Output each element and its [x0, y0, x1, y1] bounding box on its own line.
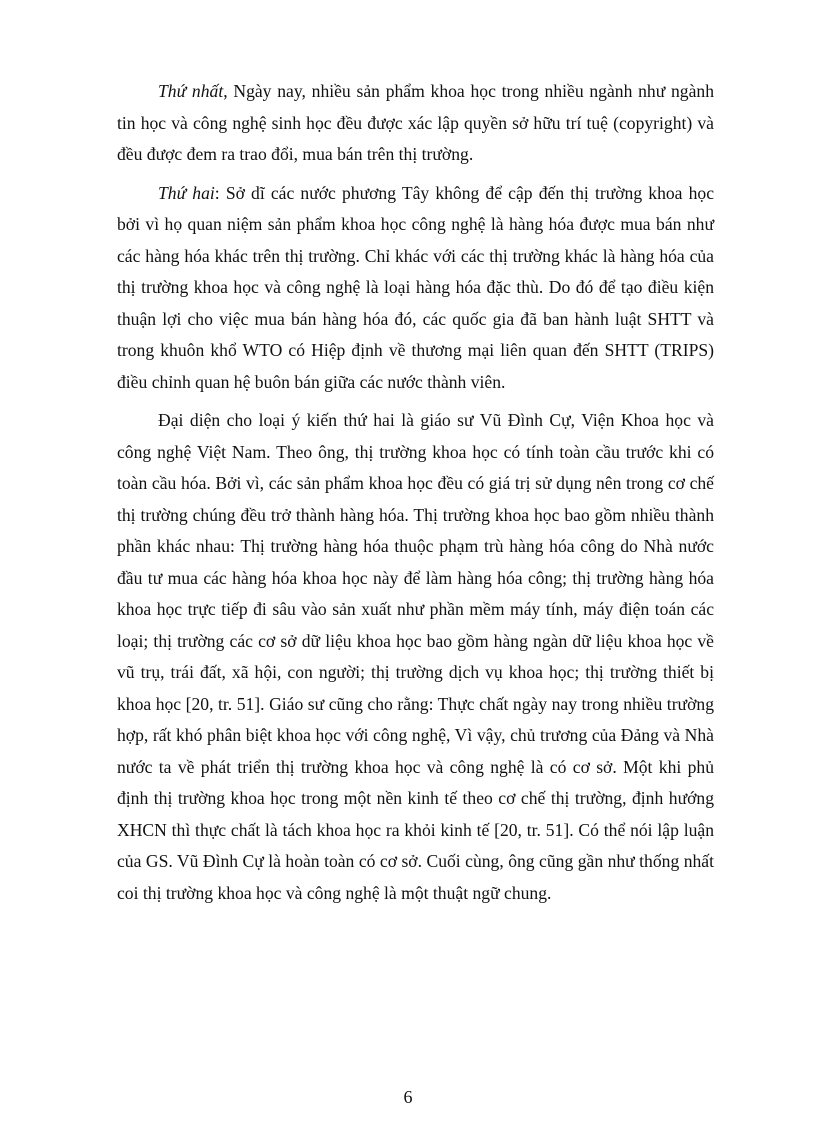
paragraph-first-point [117, 76, 714, 171]
paragraph-vu-dinh-cu-opinion: Đại diện cho loại ý kiến thứ hai là giáo sư Vũ Đình Cự, Viện Khoa học và công nghệ Việt Nam. Theo ông, thị trường khoa học có tính toàn cầu trước khi có toàn cầu hóa. Bởi vì, các sản phẩm khoa học đều có giá trị sử dụng nên trong cơ chế thị trường chúng đều trở thành hàng hóa. Thị trường khoa học bao gồm nhiều thành phần khác nhau: Thị trường hàng hóa thuộc phạm trù hàng hóa công do Nhà nước đầu tư mua các hàng hóa khoa học này để làm hàng hóa công; thị trường hàng hóa khoa học trực tiếp đi sâu vào sản xuất như phần mềm máy tính, máy điện toán các loại; thị trường các cơ sở dữ liệu khoa học bao gồm hàng ngàn dữ liệu khoa học về vũ trụ, trái đất, xã hội, con người; thị trường dịch vụ khoa học; thị trường thiết bị khoa học [20, tr. 51]. Giáo sư cũng cho rằng: Thực chất ngày nay trong nhiều trường hợp, rất khó phân biệt khoa học với công nghệ, Vì vậy, chủ trương của Đảng và Nhà nước ta về phát triển thị trường khoa học và công nghệ là có cơ sở. Một khi phủ định thị trường khoa học trong một nền kinh tế theo cơ chế thị trường, định hướng XHCN thì thực chất là tách khoa học ra khỏi kinh tế [20, tr. 51]. Có thể nói lập luận của GS. Vũ Đình Cự là hoàn toàn có cơ sở. Cuối cùng, ông cũng gần như thống nhất coi thị trường khoa học và công nghệ là một thuật ngữ chung. [117, 410, 714, 903]
page-number: 6 [403, 1087, 413, 1107]
body-text [117, 76, 714, 909]
paragraph-lead-second: Thứ hai [158, 182, 215, 203]
paragraph-second-point [117, 178, 714, 399]
paragraph-lead-first: Thứ nhất [158, 81, 224, 101]
paragraph-text-first: , Ngày nay, nhiều sản phẩm khoa học trong nhiều ngành như ngành tin học và công nghệ sinh học đều được xác lập quyền sở hữu trí tuệ (copyright) và đều được đem ra trao đổi, mua bán trên thị trường. [117, 81, 714, 164]
paragraph-text-second: : Sở dĩ các nước phương Tây không để cập đến thị trường khoa học bởi vì họ quan niệm sản phẩm khoa học công nghệ là hàng hóa được mua bán như các hàng hóa khác trên thị trường. Chỉ khác với các thị trường khác là hàng hóa của thị trường khoa học và công nghệ là loại hàng hóa đặc thù. Do đó để tạo điều kiện thuận lợi cho việc mua bán hàng hóa đó, các quốc gia đã ban hành luật SHTT và trong khuôn khổ WTO có Hiệp định về thương mại liên quan đến SHTT (TRIPS) điều chỉnh quan hệ buôn bán giữa các nước thành viên. [117, 182, 715, 392]
